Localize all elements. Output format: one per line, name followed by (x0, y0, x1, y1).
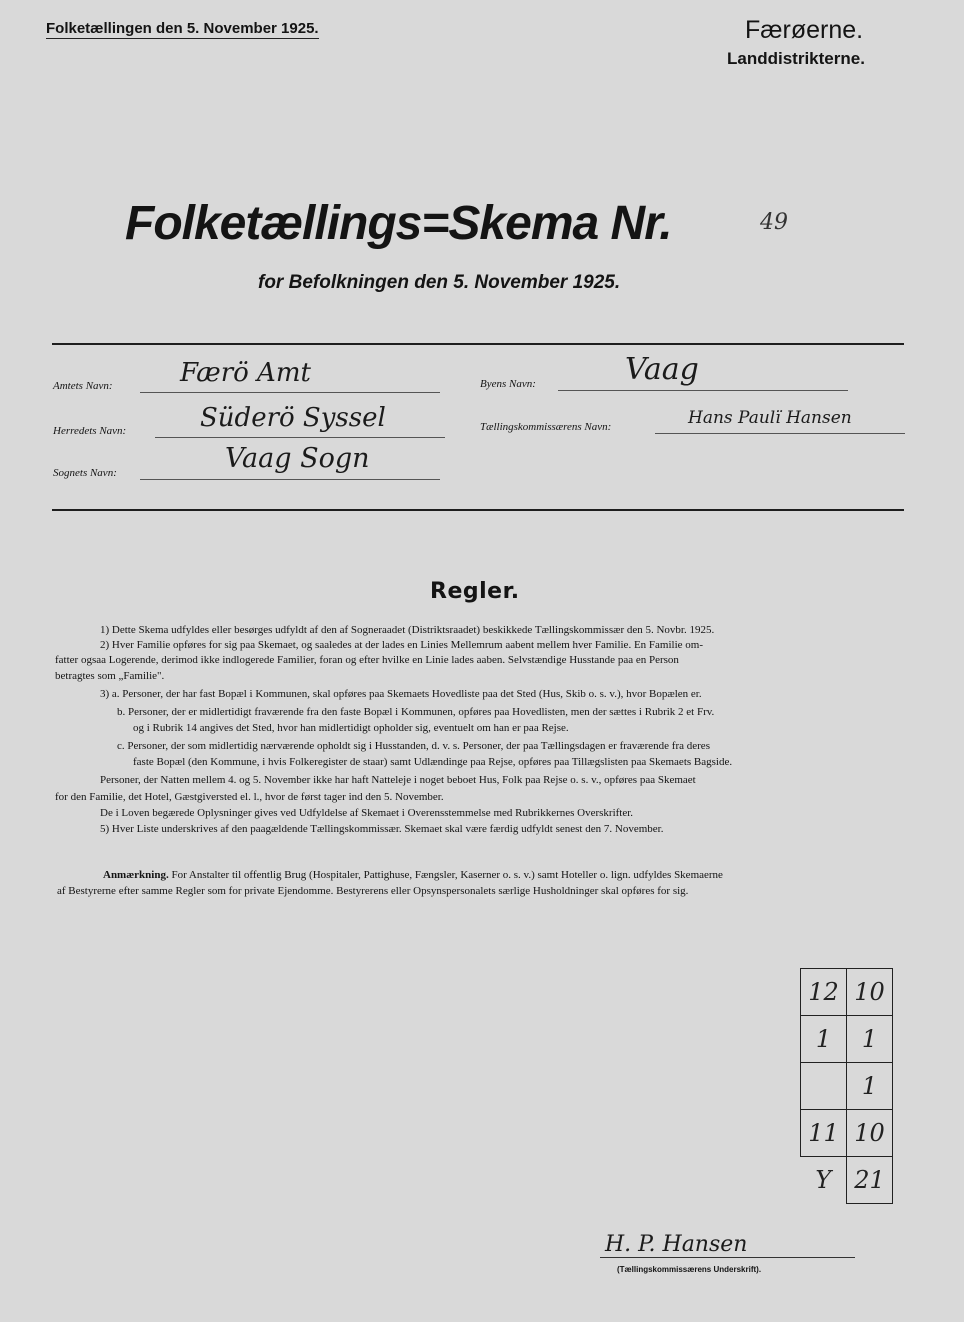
sogn-label: Sognets Navn: (53, 467, 117, 479)
tally-row (801, 1063, 893, 1110)
rules-heading: Regler. (430, 579, 520, 604)
amt-value: Færö Amt (180, 358, 311, 388)
kommissaer-label: Tællingskommissærens Navn: (480, 421, 612, 433)
note-label: Anmærkning. (103, 869, 169, 881)
tally-table (800, 968, 893, 1204)
rule-line-12: De i Loven begærede Oplysninger gives ved Udfyldelse af Skemaet i Overensstemmelse med Rubrikkernes Overskrifter. (100, 807, 634, 819)
rule-line-7: og i Rubrik 14 angives det Sted, hvor han midlertidigt opholder sig, eventuelt om han er paa Rejse. (133, 722, 569, 734)
by-value: Vaag (625, 352, 699, 387)
tally-cell: 12 (801, 969, 847, 1016)
tally-cell: 1 (847, 1016, 893, 1063)
form-subtitle: for Befolkningen den 5. November 1925. (258, 272, 621, 293)
herred-underline (155, 437, 445, 438)
tally-cell: 1 (847, 1063, 893, 1110)
district-type-header: Landdistrikterne. (727, 49, 865, 68)
census-date-header: Folketællingen den 5. November 1925. (46, 20, 319, 37)
kommissaer-value: Hans Paulï Hansen (688, 408, 852, 428)
herred-label: Herredets Navn: (53, 425, 127, 437)
note-text-1: For Anstalter til offentlig Brug (Hospitaler, Pattighuse, Fængsler, Kaserner o. s. v.) samt Hoteller o. lign. udfyldes Skemaerne (171, 869, 723, 881)
tally-cell: Y (815, 1166, 832, 1195)
fields-bottom-rule (52, 509, 904, 511)
by-underline (558, 390, 848, 391)
tally-cell: 1 (801, 1016, 847, 1063)
tally-cell: 10 (847, 1110, 893, 1157)
form-number-handwritten: 49 (760, 210, 788, 235)
rule-line-11: for den Familie, det Hotel, Gæstgiversted el. l., hvor de først tager ind den 5. November. (55, 791, 444, 803)
tally-cell: 11 (801, 1110, 847, 1157)
by-label: Byens Navn: (480, 378, 536, 390)
rule-line-5: 3) a. Personer, der har fast Bopæl i Kommunen, skal opføres paa Skemaets Hovedliste paa det Sted (Hus, Skib o. s. v.), hvor Bopælen er. (100, 688, 702, 700)
herred-value: Süderö Syssel (200, 403, 386, 433)
sogn-underline (140, 479, 440, 480)
sogn-value: Vaag Sogn (225, 443, 370, 474)
kommissaer-underline (655, 433, 905, 434)
form-title: Folketællings=Skema Nr. (125, 197, 672, 250)
note-line-2: af Bestyrerne efter samme Regler som for private Ejendomme. Bestyrerens eller Opsynspersonalets særlige Husholdninger skal opføres for sig. (57, 885, 689, 897)
rule-line-13: 5) Hver Liste underskrives af den paagældende Tællingskommissær. Skemaet skal være færdig udfyldt senest den 7. November. (100, 823, 664, 835)
region-header: Færøerne. (745, 16, 864, 44)
rule-line-3: fatter ogsaa Logerende, derimod ikke indlogerede Familier, foran og efter hvilke en Linie lades aaben. Selvstændige Husstande paa en Person (55, 654, 679, 666)
tally-row (801, 969, 893, 1016)
amt-label: Amtets Navn: (53, 380, 113, 392)
tally-row (801, 1157, 893, 1204)
rule-line-1: 1) Dette Skema udfyldes eller besørges udfyldt af den af Sogneraadet (Distriktsraadet) beskikkede Tællingskommissær den 5. Novbr. 1925. (100, 624, 715, 636)
signature-handwritten: H. P. Hansen (605, 1232, 748, 1257)
fields-top-rule (52, 343, 904, 345)
signature-line (600, 1257, 855, 1258)
tally-cell: 21 (847, 1157, 893, 1204)
tally-cell (801, 1063, 847, 1110)
rule-line-9: faste Bopæl (den Kommune, i hvis Folkeregister de staar) samt Udlændinge paa Rejse, opføres paa Tillægslisten paa Skemaets Bagside. (133, 756, 733, 768)
amt-underline (140, 392, 440, 393)
rule-line-6: b. Personer, der er midlertidigt fraværende fra den faste Bopæl i Kommunen, opføres paa Hovedlisten, men der sættes i Rubrik 2 et Frv. (117, 706, 715, 718)
tally-row (801, 1016, 893, 1063)
note-line-1 (103, 868, 723, 883)
rule-line-8: c. Personer, der som midlertidig nærværende opholdt sig i Husstanden, d. v. s. Personer, der paa Tællingsdagen er fraværende fra deres (117, 740, 710, 752)
signature-caption: (Tællingskommissærens Underskrift). (617, 1265, 762, 1274)
rule-line-10: Personer, der Natten mellem 4. og 5. November ikke har haft Natteleje i noget beboet Hus, Folk paa Rejse o. s. v., opføres paa Skemaet (100, 774, 696, 786)
tally-row (801, 1110, 893, 1157)
tally-cell: 10 (847, 969, 893, 1016)
rule-line-4: betragtes som „Familie". (55, 670, 165, 682)
rule-line-2: 2) Hver Familie opføres for sig paa Skemaet, og saaledes at der lades en Linies Mellemrum aabent mellem hver Familie. En Familie om- (100, 639, 703, 651)
